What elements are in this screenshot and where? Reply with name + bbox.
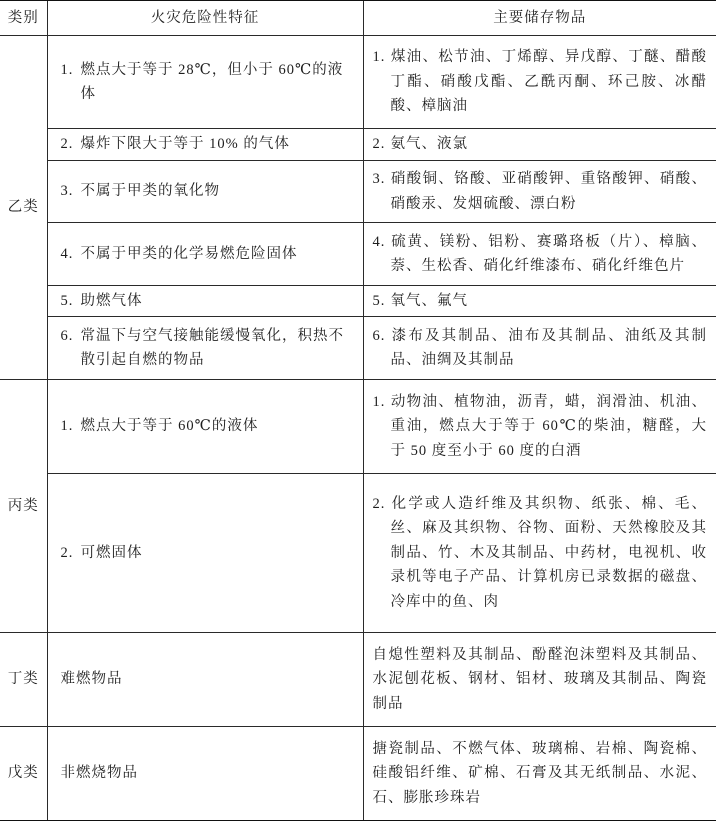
stored-items-text: 氨气、液氯 [390,136,468,153]
hazard-feature-text: 可燃固体 [80,544,143,561]
stored-items-cell [363,129,716,161]
category-header: 类别 [0,1,47,36]
hazard-feature-text: 常温下与空气接触能缓慢氧化，积热不散引起自燃的物品 [80,327,344,368]
stored-items-text: 煤油、松节油、丁烯醇、异戊醇、丁醚、醋酸丁酯、硝酸戊酯、乙酰丙酮、环己胺、冰醋酸、樟脑油 [390,49,707,115]
item-number: 6. [60,327,74,344]
table-row [0,727,716,821]
hazard-feature-text: 爆炸下限大于等于 10% 的气体 [80,136,290,153]
stored-items-text: 漆布及其制品、油布及其制品、油纸及其制品、油绸及其制品 [390,327,707,368]
item-number: 6. [372,327,386,344]
hazard-feature-cell [47,223,363,286]
hazard-feature-cell: 难燃物品 [47,633,363,727]
item-number: 2. [60,136,74,153]
hazard-feature-cell [47,286,363,317]
stored-items-cell [363,223,716,286]
item-number: 1. [372,49,386,66]
category-cell-c: 丙类 [0,380,47,633]
stored-items-text: 硝酸铜、铬酸、亚硝酸钾、重铬酸钾、硝酸、硝酸汞、发烟硫酸、漂白粉 [390,171,707,212]
stored-items-cell [363,317,716,380]
hazard-feature-header: 火灾危险性特征 [47,1,363,36]
table-row [0,223,716,286]
stored-items-header: 主要储存物品 [363,1,716,36]
table-row [0,474,716,633]
stored-items-cell [363,36,716,129]
hazard-feature-cell [47,380,363,474]
stored-items-text: 动物油、植物油，沥青，蜡，润滑油、机油、重油，燃点大于等于 60℃的柴油，糖醛，大于 50 度至小于 60 度的白酒 [390,393,707,459]
item-number: 2. [372,495,386,512]
stored-items-cell [363,633,716,727]
stored-items-text: 搪瓷制品、不燃气体、玻璃棉、岩棉、陶瓷棉、硅酸铝纤维、矿棉、石膏及其无纸制品、水泥、石、膨胀珍珠岩 [372,740,707,806]
item-number: 1. [372,393,386,410]
hazard-feature-cell [47,317,363,380]
stored-items-text: 化学或人造纤维及其织物、纸张、棉、毛、丝、麻及其织物、谷物、面粉、天然橡胶及其制品、竹、木及其制品、中药材，电视机、收录机等电子产品、计算机房已录数据的磁盘、冷库中的鱼、肉 [390,495,707,610]
hazard-feature-cell [47,474,363,633]
table-row [0,161,716,223]
table-row [0,380,716,474]
table-row [0,633,716,727]
stored-items-text: 硫黄、镁粉、铝粉、赛璐珞板（片）、樟脑、萘、生松香、硝化纤维漆布、硝化纤维色片 [390,233,707,274]
item-number: 5. [60,292,74,309]
item-number: 5. [372,292,386,309]
item-number: 1. [60,61,74,78]
stored-items-cell [363,727,716,821]
hazard-feature-text: 助燃气体 [80,292,143,309]
hazard-feature-cell [47,36,363,129]
hazard-feature-text: 不属于甲类的氧化物 [80,183,220,200]
item-number: 4. [60,245,74,262]
table-row [0,286,716,317]
item-number: 3. [60,183,74,200]
item-number: 2. [60,544,74,561]
table-row [0,36,716,129]
hazard-feature-cell: 非燃烧物品 [47,727,363,821]
stored-items-cell [363,286,716,317]
item-number: 2. [372,136,386,153]
item-number: 1. [60,418,74,435]
hazard-feature-text: 燃点大于等于 60℃的液体 [80,418,259,435]
table-row [0,129,716,161]
category-cell-b: 乙类 [0,36,47,380]
category-cell-e: 戊类 [0,727,47,821]
category-cell-d: 丁类 [0,633,47,727]
header-row [0,1,716,36]
hazard-feature-text: 不属于甲类的化学易燃危险固体 [80,245,298,262]
hazard-feature-text: 燃点大于等于 28℃，但小于 60℃的液体 [80,61,344,102]
item-number: 3. [372,171,386,187]
stored-items-cell [363,161,716,223]
hazard-feature-cell [47,129,363,161]
stored-items-cell [363,474,716,633]
stored-items-cell [363,380,716,474]
hazard-feature-cell [47,161,363,223]
stored-items-text: 自熄性塑料及其制品、酚醛泡沫塑料及其制品、水泥刨花板、钢材、铝材、玻璃及其制品、陶瓷制品 [372,646,707,712]
stored-items-text: 氧气、氟气 [390,292,468,309]
item-number: 4. [372,233,386,250]
table-row [0,317,716,380]
